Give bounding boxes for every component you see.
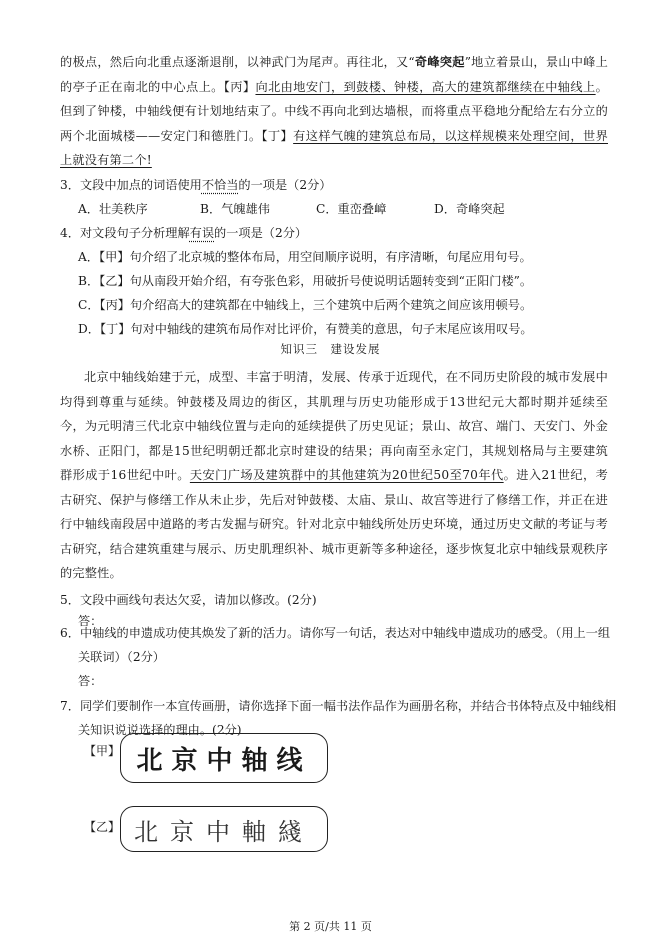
underlined-sentence: 天安门广场及建筑群中的其他建筑为20世纪50至70年代 bbox=[189, 468, 504, 482]
label-jia: 【甲】 bbox=[84, 744, 121, 758]
passage-text: 。但到了钟楼，中轴线便有计划地结束了。中线不再向北到达墙根，而将重点平稳地分配给左右分立的两个北面城楼——安定门和德胜门。【丁】 bbox=[60, 79, 608, 143]
calligraphy-b: 北京中軸綫 bbox=[120, 806, 328, 852]
q4-emphasis: 有误 bbox=[189, 226, 215, 240]
label-yi: 【乙】 bbox=[84, 820, 121, 834]
q3-option-c: C．重峦叠嶂 bbox=[316, 202, 387, 216]
question-5-stem: 5．文段中画线句表达欠妥，请加以修改。(2分) bbox=[60, 593, 317, 607]
passage-text: ”地立着景山，景山中峰上的亭子正在南北的中心点上。【丙】 bbox=[60, 55, 608, 94]
question-7-line2: 关知识说说选择的理由。(2分) bbox=[78, 723, 242, 737]
question-3-stem bbox=[60, 173, 331, 197]
passage-construction bbox=[60, 365, 608, 586]
underlined-sentence-bing: 向北由地安门，到鼓楼、钟楼，高大的建筑都继续在中轴线上 bbox=[255, 79, 596, 94]
question-6-line2: 关联词）（2分） bbox=[78, 650, 165, 664]
q4-option-b: B．【乙】句从南段开始介绍，有夸张色彩，用破折号使说明话题转变到“正阳门楼”。 bbox=[78, 274, 533, 288]
q5-answer-label: 答： bbox=[78, 614, 103, 628]
calligraphy-a: 北京中轴线 bbox=[120, 733, 328, 783]
q3-option-d: D．奇峰突起 bbox=[434, 202, 505, 216]
passage-text: 的极点，然后向北重点逐渐退削，以神武门为尾声。再往北，又“ bbox=[60, 55, 415, 69]
passage-continued bbox=[60, 50, 608, 173]
question-4-stem bbox=[60, 221, 307, 245]
q4-option-c: C．【丙】句介绍高大的建筑都在中轴线上，三个建筑中后两个建筑之间应该用顿号。 bbox=[78, 298, 533, 312]
q3-option-a: A．壮美秩序 bbox=[78, 202, 148, 216]
q6-answer-label: 答： bbox=[78, 674, 103, 688]
q3-option-b: B．气魄雄伟 bbox=[200, 202, 270, 216]
q4-text: 4．对文段句子分析理解 bbox=[60, 226, 190, 240]
q3-emphasis: 不恰当 bbox=[201, 178, 239, 192]
q3-text: 3．文段中加点的词语使用 bbox=[60, 178, 202, 192]
passage-text: 。进入21世纪，考古研究、保护与修缮工作从未止步，先后对钟鼓楼、太庙、景山、故宫等进行了修缮工作，并正在进行中轴线南段居中道路的考古发掘与研究。针对北京中轴线所处历史环境，通过历史文献的考证与考古研究，结合建筑重建与展示、历史肌理织补、城市更新等多种途径，逐步恢复北京中轴线景观秩序的完整性。 bbox=[60, 468, 608, 580]
underlined-sentence-ding: 有这样气魄的建筑总布局，以这样规模来处理空间，世界上就没有第二个! bbox=[60, 128, 608, 167]
question-6-line1: 6．中轴线的申遗成功使其焕发了新的活力。请你写一句话，表达对中轴线申遗成功的感受。（用上一组 bbox=[60, 626, 611, 640]
q4-text: 的一项是（2分） bbox=[214, 226, 308, 240]
dotted-phrase: 奇峰突起 bbox=[414, 55, 465, 69]
page-footer: 第 2 页/共 11 页 bbox=[289, 920, 372, 933]
q4-option-d: D．【丁】句对中轴线的建筑布局作对比评价，有赞美的意思，句子末尾应该用叹号。 bbox=[78, 322, 533, 336]
passage-text: 北京中轴线始建于元，成型、丰富于明清，发展、传承于近现代，在不同历史阶段的城市发展中均得到尊重与延续。钟鼓楼及周边的街区，其肌理与历史功能形成于13世纪元大都时期并延续至今，为元明清三代北京中轴线位置与走向的延续提供了历史见证；景山、故宫、端门、天安门、外金水桥、正阳门，都是15世纪明朝迁都北京时建设的结果；再向南至永定门，其规划格局与主要建筑群形成于16世纪中叶。 bbox=[60, 370, 608, 482]
question-7-line1: 7．同学们要制作一本宣传画册，请你选择下面一幅书法作品作为画册名称，并结合书体特点及中轴线相 bbox=[60, 699, 617, 713]
q3-text: 的一项是（2分） bbox=[238, 178, 332, 192]
section-title: 知识三 建设发展 bbox=[280, 342, 381, 356]
q4-option-a: A．【甲】句介绍了北京城的整体布局，用空间顺序说明，有序清晰，句尾应用句号。 bbox=[78, 250, 532, 264]
